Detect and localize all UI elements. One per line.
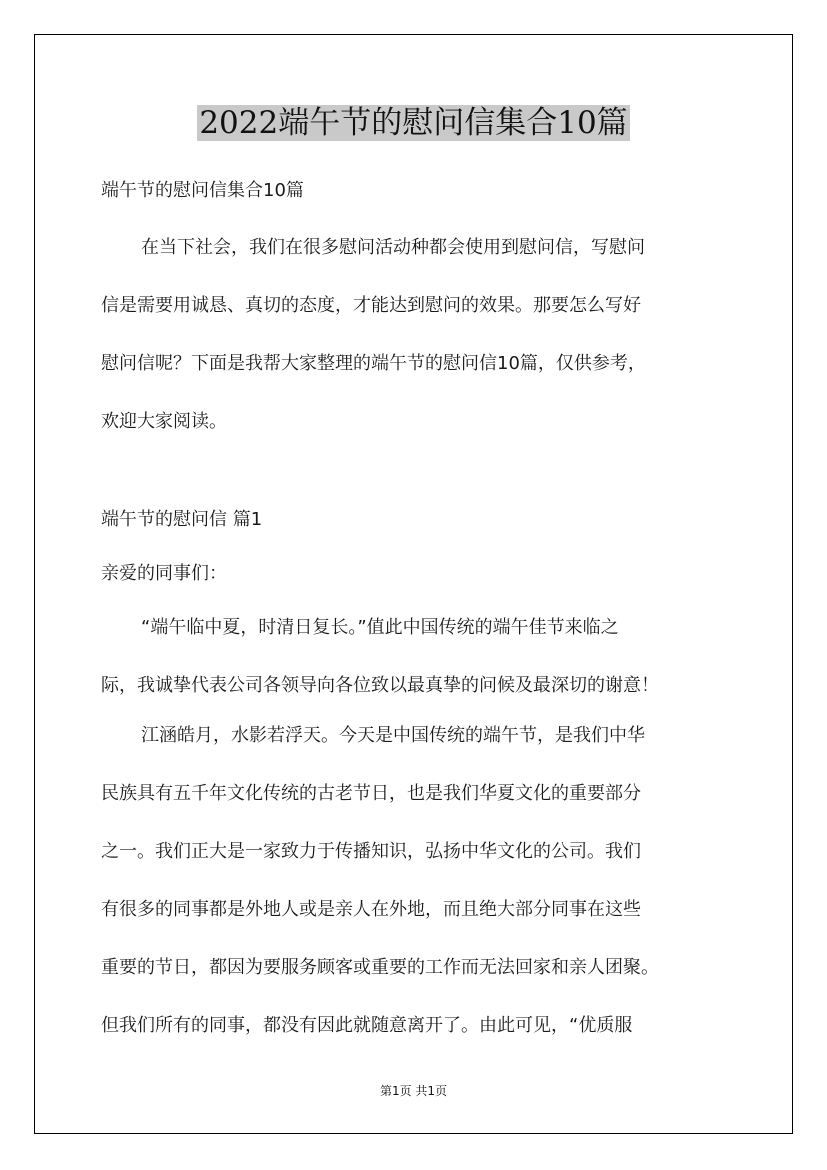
paragraph-1 [101, 599, 741, 715]
text-line: 重要的节日，都因为要服务顾客或重要的工作而无法回家和亲人团聚。 [101, 957, 659, 978]
text-line: 际，我诚挚代表公司各领导向各位致以最真挚的问候及最深切的谢意！ [101, 675, 659, 696]
paragraph-2 [101, 707, 741, 1055]
section-heading: 端午节的慰问信 篇1 [101, 509, 263, 530]
text-line: 慰问信呢？下面是我帮大家整理的端午节的慰问信10篇，仅供参考， [101, 353, 646, 374]
text-line: “端午临中夏，时清日复长。”值此中国传统的端午佳节来临之 [141, 617, 619, 638]
text-line: 江涵皓月，水影若浮天。今天是中国传统的端午节，是我们中华 [141, 725, 645, 746]
text-line: 有很多的同事都是外地人或是亲人在外地，而且绝大部分同事在这些 [101, 899, 641, 920]
text-line: 民族具有五千年文化传统的古老节日，也是我们华夏文化的重要部分 [101, 783, 641, 804]
text-line: 欢迎大家阅读。 [101, 411, 227, 432]
greeting: 亲爱的同事们： [101, 563, 227, 584]
text-line: 信是需要用诚恳、真切的态度，才能达到慰问的效果。那要怎么写好 [101, 295, 641, 316]
page-footer: 第1页 共1页 [379, 1084, 448, 1098]
text-line: 但我们所有的同事，都没有因此就随意离开了。由此可见，“优质服 [101, 1015, 633, 1036]
text-line: 之一。我们正大是一家致力于传播知识，弘扬中华文化的公司。我们 [101, 841, 641, 862]
intro-paragraph [101, 219, 741, 451]
document-title: 2022端午节的慰问信集合10篇 [199, 105, 628, 141]
document-subtitle: 端午节的慰问信集合10篇 [101, 180, 304, 201]
text-line: 在当下社会，我们在很多慰问活动种都会使用到慰问信，写慰问 [141, 237, 645, 258]
